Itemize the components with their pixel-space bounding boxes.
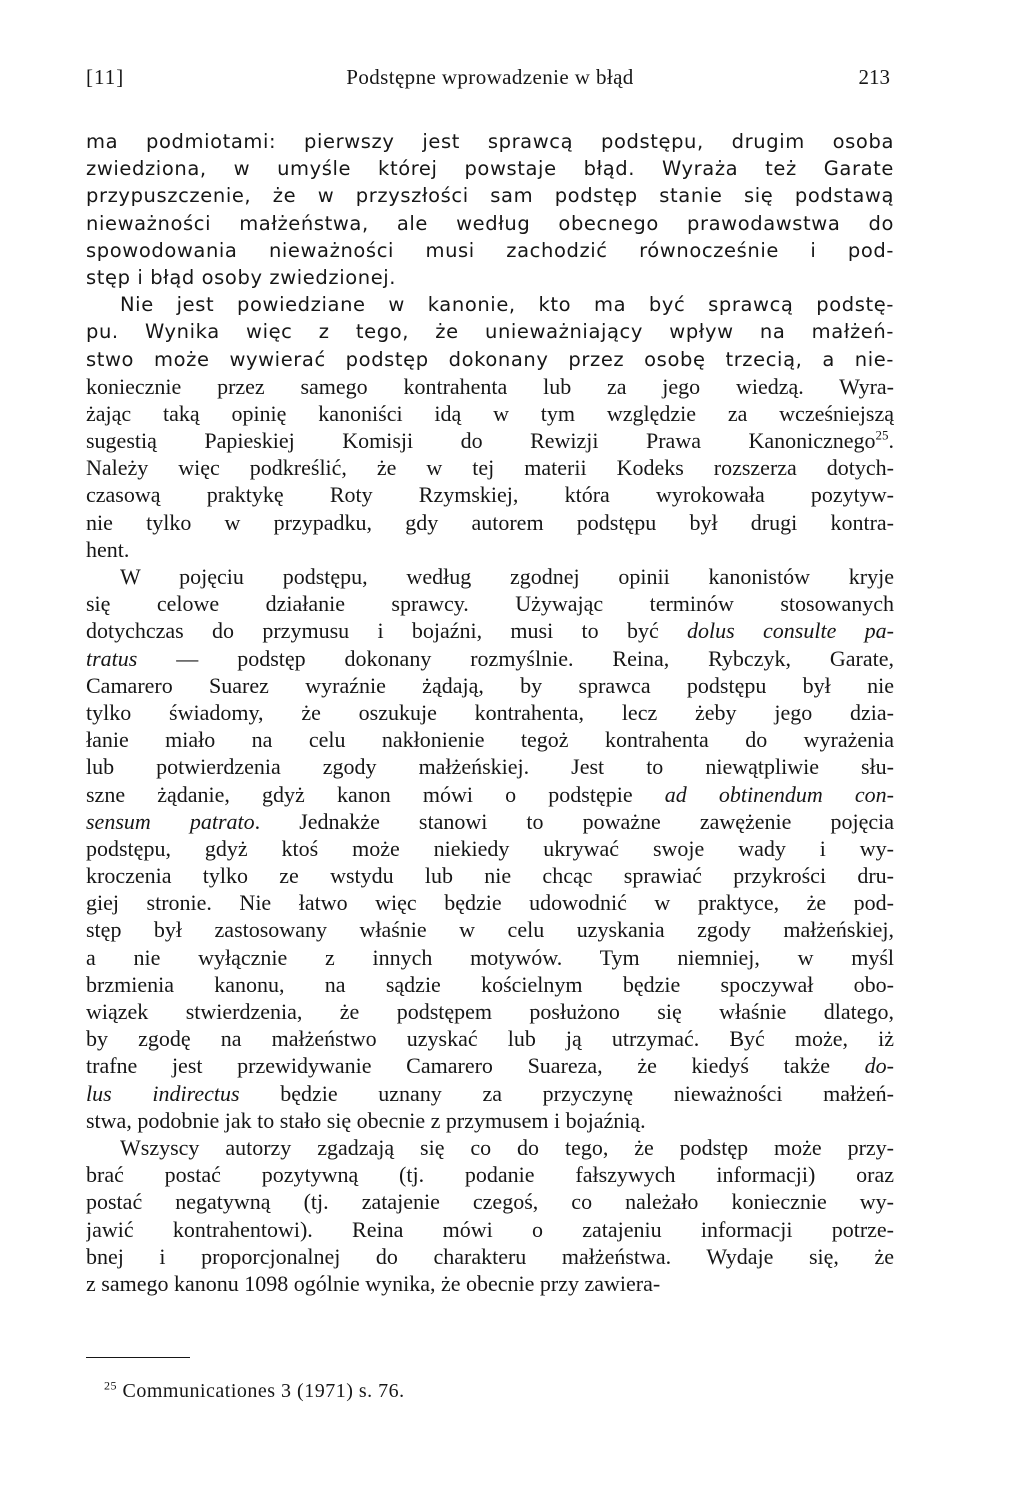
paragraph: [86, 1134, 894, 1297]
line-text: bnej i proporcjonalnej do charakteru małżeństwa. Wydaje się, że: [86, 1243, 894, 1269]
line-text: łanie miało na celu nakłonienie tegoż kontrahenta do wyrażenia: [86, 727, 894, 753]
text-line: [86, 672, 894, 699]
line-text: tylko świadomy, że oszukuje kontrahenta, lecz żeby jego dzia-: [86, 699, 894, 725]
latin-term: dolus consulte pa-: [687, 618, 894, 644]
text-line: [86, 1134, 894, 1161]
text-line: [86, 155, 894, 182]
text-line: [86, 210, 894, 237]
text-line: [86, 427, 894, 454]
paragraph: [86, 563, 894, 1134]
page-number: 213: [858, 65, 890, 89]
line-text: spowodowania nieważności musi zachodzić równocześnie i pod-: [86, 238, 894, 262]
text-line: [86, 237, 894, 264]
latin-term: sensum patrato: [86, 808, 255, 834]
line-text: giej stronie. Nie łatwo więc będzie udowodnić w praktyce, że pod-: [86, 890, 894, 916]
line-text-continued: . Jednakże stanowi to poważne zawężenie pojęcia: [254, 808, 894, 834]
text-line: [86, 862, 894, 889]
line-text: Wszyscy autorzy zgadzają się co do tego, że podstęp może przy-: [120, 1134, 894, 1160]
line-text: Camarero Suarez wyraźnie żądają, by sprawca podstępu był nie: [86, 672, 894, 698]
line-text: brać postać pozytywną (tj. podanie fałszywych informacji) oraz: [86, 1162, 894, 1188]
line-text: z samego kanonu 1098 ogólnie wynika, że obecnie przy zawiera-: [86, 1270, 661, 1296]
footnote-marker: 25: [104, 1378, 117, 1393]
text-line: [86, 1270, 894, 1297]
line-text: W pojęciu podstępu, według zgodnej opinii kanonistów kryje: [120, 564, 894, 589]
text-line: [86, 264, 894, 291]
running-header: [86, 62, 894, 92]
text-line: [86, 1080, 894, 1107]
text-line: [86, 563, 894, 590]
text-line: [86, 1243, 894, 1270]
text-line: [86, 1161, 894, 1188]
text-line: [86, 536, 894, 563]
line-text: lub potwierdzenia zgody małżeńskiej. Jest to niewątpliwie słu-: [86, 754, 894, 780]
text-line: [86, 1025, 894, 1052]
line-text: by zgodę na małżeństwo uzyskać lub ją utrzymać. Być może, iż: [86, 1026, 894, 1052]
line-text: hent.: [86, 536, 130, 562]
text-line: [86, 1188, 894, 1215]
line-text: czasową praktykę Roty Rzymskiej, która wyrokowała pozytyw-: [86, 482, 894, 508]
line-text: postać negatywną (tj. zatajenie czegoś, co należało koniecznie wy-: [86, 1189, 894, 1215]
line-text: zwiedziona, w umyśle której powstaje błąd. Wyraża też Garate: [86, 157, 894, 181]
text-line: [86, 889, 894, 916]
line-text: koniecznie przez samego kontrahenta lub za jego wiedzą. Wyra-: [86, 373, 894, 399]
line-text-continued: .: [888, 428, 894, 454]
line-text: szne żądanie, gdyż kanon mówi o podstępie: [86, 781, 665, 807]
line-text: stęp i błąd osoby zwiedzionej.: [86, 265, 397, 289]
line-text: a nie wyłącznie z innych motywów. Tym niemniej, w myśl: [86, 944, 894, 970]
line-text: kroczenia tylko ze wstydu lub nie chcąc sprawiać przykrości dru-: [86, 863, 894, 889]
text-line: [86, 509, 894, 536]
line-text-continued: — podstęp dokonany rozmyślnie. Reina, Rybczyk, Garate,: [137, 645, 894, 671]
line-text-continued: będzie uznany za przyczynę nieważności małżeń-: [239, 1080, 894, 1106]
latin-term: tratus: [86, 645, 138, 671]
text-line: [86, 590, 894, 617]
running-title: Podstępne wprowadzenie w błąd: [346, 65, 634, 89]
text-line: [86, 971, 894, 998]
line-text: jawić kontrahentowi). Reina mówi o zatajeniu informacji potrze-: [86, 1216, 894, 1242]
line-text: ma podmiotami: pierwszy jest sprawcą podstępu, drugim osoba: [86, 130, 894, 153]
text-line: [86, 944, 894, 971]
latin-term: lus indirectus: [86, 1080, 240, 1106]
text-line: [86, 699, 894, 726]
text-line: [86, 400, 894, 427]
line-text: Nie jest powiedziane w kanonie, kto ma być sprawcą podstę-: [120, 293, 894, 317]
text-line: [86, 481, 894, 508]
text-line: [86, 753, 894, 780]
footnote: [104, 1378, 405, 1404]
text-line: [86, 808, 894, 835]
latin-term: do-: [864, 1053, 894, 1079]
line-text: żając taką opinię kanoniści idą w tym względzie za wcześniejszą: [86, 400, 894, 426]
latin-term: ad obtinendum con-: [664, 781, 894, 807]
line-text: trafne jest przewidywanie Camarero Suareza, że kiedyś także: [86, 1053, 865, 1079]
text-line: [86, 617, 894, 644]
text-line: [86, 182, 894, 209]
text-line: [86, 318, 894, 345]
line-text: nieważności małżeństwa, ale według obecnego prawodawstwa do: [86, 211, 894, 235]
text-line: [86, 998, 894, 1025]
text-line: [86, 726, 894, 753]
text-line: [86, 835, 894, 862]
line-text: Należy więc podkreślić, że w tej materii Kodeks rozszerza dotych-: [86, 455, 894, 481]
text-line: [86, 781, 894, 808]
text-line: [86, 373, 894, 400]
line-text: brzmienia kanonu, na sądzie kościelnym będzie spoczywał obo-: [86, 971, 894, 997]
line-text: podstępu, gdyż ktoś może niekiedy ukrywać swoje wady i wy-: [86, 835, 894, 861]
text-line: [86, 916, 894, 943]
line-text: dotychczas do przymusu i bojaźni, musi to być: [86, 618, 688, 644]
line-text: przypuszczenie, że w przyszłości sam podstęp stanie się podstawą: [86, 184, 894, 208]
chapter-number: [11]: [86, 65, 125, 89]
line-text: stęp był zastosowany właśnie w celu uzyskania zgody małżeńskiej,: [86, 917, 894, 943]
text-line: [86, 1216, 894, 1243]
line-text: nie tylko w przypadku, gdy autorem podstępu był drugi kontra-: [86, 509, 894, 535]
text-line: [86, 291, 894, 318]
paragraph: [86, 128, 894, 291]
line-text: wiązek stwierdzenia, że podstępem posłużono się właśnie dlatego,: [86, 999, 894, 1024]
line-text: stwo może wywierać podstęp dokonany przez osobę trzecią, a nie-: [86, 347, 894, 371]
line-text: pu. Wynika więc z tego, że unieważniający wpływ na małżeń-: [86, 320, 894, 344]
footnote-text: Communicationes 3 (1971) s. 76.: [117, 1380, 405, 1402]
text-line: [86, 1052, 894, 1079]
line-text: sugestią Papieskiej Komisji do Rewizji Prawa Kanonicznego: [86, 428, 876, 454]
body-text: [86, 128, 894, 1297]
text-line: [86, 645, 894, 672]
line-text: stwa, podobnie jak to stało się obecnie z przymusem i bojaźnią.: [86, 1107, 646, 1133]
text-line: [86, 346, 894, 373]
text-line: [86, 454, 894, 481]
footnote-separator: [86, 1357, 190, 1358]
footnote-reference: 25: [875, 427, 889, 443]
text-line: [86, 1107, 894, 1134]
line-text: się celowe działanie sprawcy. Używając terminów stosowanych: [86, 591, 894, 617]
text-line: [86, 128, 894, 155]
paragraph: [86, 291, 894, 563]
